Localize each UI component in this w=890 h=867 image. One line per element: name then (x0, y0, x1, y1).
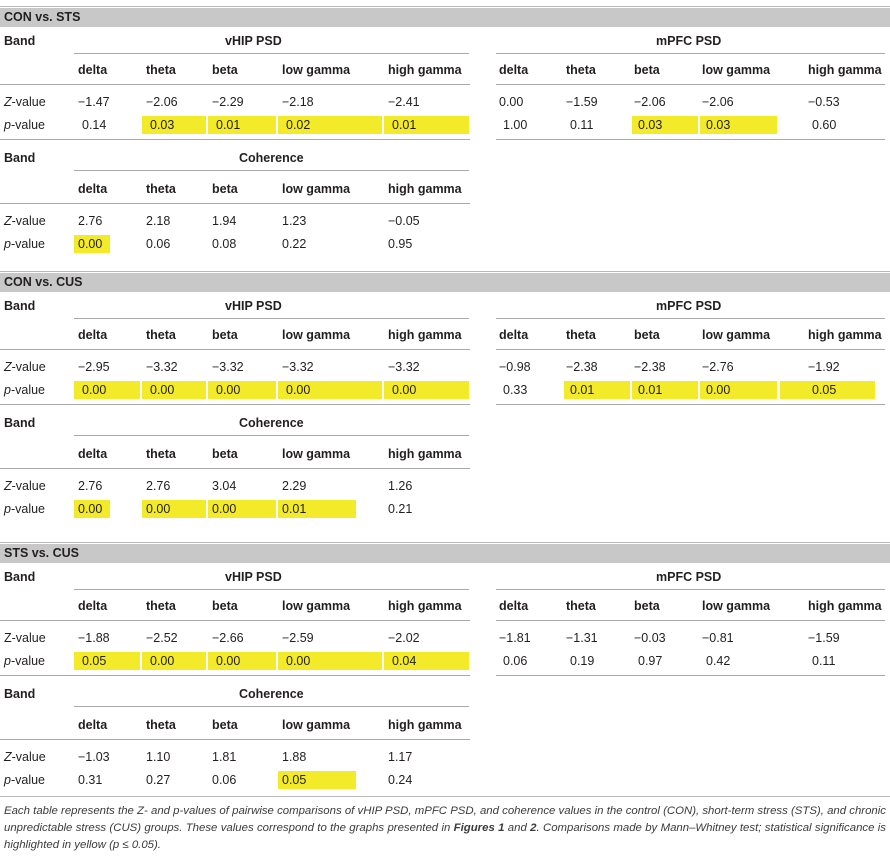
mpfc-band-header: beta (634, 63, 660, 77)
psd-subheader-rule (0, 620, 470, 621)
mpfc-band-header: beta (634, 328, 660, 342)
coherence-band-header: low gamma (282, 447, 351, 461)
coherence-header-rule (74, 435, 469, 436)
coherence-z-value: 1.94 (212, 214, 237, 228)
coherence-z-value: 1.10 (146, 750, 171, 764)
vhip-band-header: delta (78, 599, 108, 613)
mpfc-band-header: theta (566, 328, 596, 342)
mpfc-psd-title: mPFC PSD (656, 570, 722, 584)
coherence-subheader-rule (0, 468, 470, 469)
mpfc-header-rule (496, 53, 885, 54)
coherence-p-value: 0.95 (388, 237, 413, 251)
mpfc-band-header: low gamma (702, 599, 771, 613)
coherence-p-value: 0.00 (212, 502, 237, 516)
mpfc-band-header: beta (634, 599, 660, 613)
z-value-label: Z-value (4, 631, 46, 645)
p-value-label: p-value (4, 118, 45, 132)
coherence-p-value: 0.00 (78, 237, 103, 251)
mpfc-z-value: −2.38 (566, 360, 598, 374)
coherence-subheader-rule (0, 739, 470, 740)
p-value-label: p-value (4, 654, 45, 668)
vhip-p-value: 0.00 (216, 654, 241, 668)
mpfc-z-value: −2.06 (702, 95, 734, 109)
coherence-z-value: 1.81 (212, 750, 237, 764)
mpfc-p-value: 0.97 (638, 654, 663, 668)
caption-text: Each table represents the Z- and p-values of pairwise comparisons of vHIP PSD, mPFC PSD, and coherence values in the control (CON), short-term stress (STS), and chronic unpredictable stress (CUS) groups. These values correspond to the graphs presented in (4, 805, 886, 834)
coherence-p-value: 0.22 (282, 237, 307, 251)
figures-1-reference[interactable]: Figures 1 (453, 821, 505, 834)
mpfc-p-value: 0.11 (812, 654, 836, 668)
mpfc-band-header: low gamma (702, 63, 771, 77)
mpfc-p-value: 0.01 (638, 383, 663, 397)
vhip-p-value: 0.04 (392, 654, 417, 668)
section-title-s1: CON vs. CUS (0, 273, 890, 292)
mpfc-band-header: high gamma (808, 63, 882, 77)
mpfc-band-header: delta (499, 63, 529, 77)
mpfc-p-value: 0.42 (706, 654, 731, 668)
mpfc-z-value: −2.76 (702, 360, 734, 374)
vhip-p-value: 0.00 (286, 654, 311, 668)
mpfc-header-rule (496, 589, 885, 590)
z-value-label: Z-value (4, 750, 46, 764)
coherence-subheader-rule (0, 203, 470, 204)
z-value-label: Z-value (4, 360, 46, 374)
vhip-band-header: low gamma (282, 328, 351, 342)
vhip-z-value: −2.95 (78, 360, 110, 374)
vhip-header-rule (74, 318, 469, 319)
section-rule (0, 542, 890, 543)
vhip-z-value: −3.32 (146, 360, 178, 374)
mpfc-z-value: −0.53 (808, 95, 840, 109)
figure-2-reference[interactable]: 2 (530, 821, 537, 834)
coherence-band-header: low gamma (282, 182, 351, 196)
vhip-z-value: −2.29 (212, 95, 244, 109)
coherence-band-header: high gamma (388, 447, 462, 461)
vhip-band-header: beta (212, 599, 238, 613)
vhip-psd-title: vHIP PSD (225, 570, 282, 584)
coherence-p-value: 0.21 (388, 502, 413, 516)
mpfc-z-value: −0.98 (499, 360, 531, 374)
p-value-label: p-value (4, 383, 45, 397)
vhip-band-header: high gamma (388, 63, 462, 77)
mpfc-p-value: 0.03 (706, 118, 731, 132)
band-label: Band (4, 299, 36, 313)
vhip-band-header: low gamma (282, 599, 351, 613)
vhip-band-header: high gamma (388, 328, 462, 342)
coherence-band-header: beta (212, 447, 238, 461)
mpfc-band-header: delta (499, 599, 529, 613)
mpfc-z-value: −1.81 (499, 631, 531, 645)
vhip-p-value: 0.14 (82, 118, 107, 132)
vhip-z-value: −3.32 (388, 360, 420, 374)
z-value-label: Z-value (4, 214, 46, 228)
coherence-p-value: 0.05 (282, 773, 307, 787)
z-value-label: Z-value (4, 95, 46, 109)
coherence-band-header: theta (146, 182, 176, 196)
mpfc-p-value: 0.60 (812, 118, 837, 132)
vhip-psd-title: vHIP PSD (225, 34, 282, 48)
vhip-p-value: 0.00 (150, 383, 175, 397)
vhip-p-value: 0.00 (150, 654, 175, 668)
coherence-z-value: −1.03 (78, 750, 110, 764)
vhip-p-value: 0.00 (216, 383, 241, 397)
coherence-band-header: delta (78, 182, 108, 196)
coherence-z-value: 1.23 (282, 214, 307, 228)
mpfc-band-header: theta (566, 63, 596, 77)
coherence-z-value: 1.26 (388, 479, 413, 493)
vhip-z-value: −2.02 (388, 631, 420, 645)
vhip-p-value: 0.01 (216, 118, 241, 132)
vhip-header-rule (74, 589, 469, 590)
band-label: Band (4, 34, 36, 48)
mpfc-z-value: −1.59 (808, 631, 840, 645)
coherence-z-value: 3.04 (212, 479, 237, 493)
psd-subheader-rule (0, 349, 470, 350)
vhip-z-value: −2.66 (212, 631, 244, 645)
psd-bottom-rule (496, 675, 885, 676)
vhip-band-header: beta (212, 63, 238, 77)
coherence-band-header: high gamma (388, 182, 462, 196)
coherence-header-rule (74, 170, 469, 171)
mpfc-p-value: 0.05 (812, 383, 837, 397)
vhip-band-header: delta (78, 328, 108, 342)
psd-bottom-rule (496, 139, 885, 140)
coherence-z-value: 1.17 (388, 750, 413, 764)
vhip-p-value: 0.02 (286, 118, 311, 132)
coherence-z-value: 2.76 (78, 214, 103, 228)
psd-subheader-rule (496, 84, 885, 85)
section-title-s2: STS vs. CUS (0, 544, 890, 563)
vhip-band-header: delta (78, 63, 108, 77)
mpfc-psd-title: mPFC PSD (656, 299, 722, 313)
coherence-z-value: 2.18 (146, 214, 171, 228)
caption-text: and (504, 821, 531, 834)
vhip-z-value: −2.06 (146, 95, 178, 109)
section-title-s0: CON vs. STS (0, 8, 890, 27)
section-rule (0, 6, 890, 7)
mpfc-band-header: theta (566, 599, 596, 613)
mpfc-z-value: 0.00 (499, 95, 524, 109)
vhip-z-value: −3.32 (212, 360, 244, 374)
p-value-label: p-value (4, 773, 45, 787)
vhip-band-header: theta (146, 63, 176, 77)
coherence-p-value: 0.27 (146, 773, 171, 787)
psd-subheader-rule (0, 84, 470, 85)
band-label: Band (4, 416, 36, 430)
mpfc-z-value: −1.59 (566, 95, 598, 109)
mpfc-p-value: 0.19 (570, 654, 595, 668)
psd-subheader-rule (496, 620, 885, 621)
vhip-psd-title: vHIP PSD (225, 299, 282, 313)
band-label: Band (4, 687, 36, 701)
mpfc-p-value: 0.03 (638, 118, 663, 132)
coherence-p-value: 0.31 (78, 773, 103, 787)
table-bottom-rule (0, 796, 890, 797)
mpfc-z-value: −2.06 (634, 95, 666, 109)
coherence-p-value: 0.00 (78, 502, 103, 516)
mpfc-psd-title: mPFC PSD (656, 34, 722, 48)
caption-text: . Comparisons made by Mann–Whitney test; statistical significance is highlighted in yellow (p ≤ 0.05). (4, 821, 886, 851)
mpfc-z-value: −1.31 (566, 631, 598, 645)
p-value-label: p-value (4, 502, 45, 516)
vhip-z-value: −1.88 (78, 631, 110, 645)
coherence-z-value: 1.88 (282, 750, 307, 764)
coherence-band-header: beta (212, 182, 238, 196)
vhip-p-value: 0.05 (82, 654, 107, 668)
coherence-band-header: high gamma (388, 718, 462, 732)
band-label: Band (4, 151, 36, 165)
coherence-p-value: 0.01 (282, 502, 307, 516)
p-value-label: p-value (4, 237, 45, 251)
vhip-z-value: −3.32 (282, 360, 314, 374)
coherence-z-value: 2.29 (282, 479, 307, 493)
section-rule (0, 271, 890, 272)
coherence-band-header: delta (78, 718, 108, 732)
vhip-z-value: −1.47 (78, 95, 110, 109)
vhip-p-value: 0.01 (392, 118, 417, 132)
mpfc-z-value: −1.92 (808, 360, 840, 374)
mpfc-band-header: low gamma (702, 328, 771, 342)
coherence-p-value: 0.08 (212, 237, 237, 251)
vhip-z-value: −2.52 (146, 631, 178, 645)
mpfc-z-value: −2.38 (634, 360, 666, 374)
mpfc-p-value: 0.06 (503, 654, 528, 668)
mpfc-p-value: 0.11 (570, 118, 594, 132)
coherence-title: Coherence (239, 687, 304, 701)
vhip-p-value: 0.00 (286, 383, 311, 397)
coherence-p-value: 0.06 (212, 773, 237, 787)
psd-bottom-rule (496, 404, 885, 405)
psd-subheader-rule (496, 349, 885, 350)
coherence-band-header: beta (212, 718, 238, 732)
coherence-z-value: 2.76 (146, 479, 171, 493)
psd-bottom-rule (0, 675, 470, 676)
band-label: Band (4, 570, 36, 584)
table-caption (0, 803, 886, 853)
vhip-z-value: −2.59 (282, 631, 314, 645)
vhip-z-value: −2.41 (388, 95, 420, 109)
mpfc-band-header: high gamma (808, 328, 882, 342)
mpfc-p-value: 0.01 (570, 383, 595, 397)
coherence-title: Coherence (239, 416, 304, 430)
mpfc-z-value: −0.81 (702, 631, 734, 645)
coherence-band-header: delta (78, 447, 108, 461)
coherence-band-header: theta (146, 718, 176, 732)
coherence-p-value: 0.24 (388, 773, 413, 787)
coherence-title: Coherence (239, 151, 304, 165)
vhip-band-header: theta (146, 599, 176, 613)
coherence-p-value: 0.06 (146, 237, 171, 251)
coherence-z-value: 2.76 (78, 479, 103, 493)
coherence-header-rule (74, 706, 469, 707)
vhip-p-value: 0.03 (150, 118, 175, 132)
vhip-p-value: 0.00 (82, 383, 107, 397)
coherence-p-value: 0.00 (146, 502, 171, 516)
z-value-label: Z-value (4, 479, 46, 493)
coherence-band-header: low gamma (282, 718, 351, 732)
vhip-header-rule (74, 53, 469, 54)
psd-bottom-rule (0, 139, 470, 140)
vhip-band-header: high gamma (388, 599, 462, 613)
coherence-band-header: theta (146, 447, 176, 461)
vhip-p-value: 0.00 (392, 383, 417, 397)
vhip-z-value: −2.18 (282, 95, 314, 109)
mpfc-p-value: 0.33 (503, 383, 528, 397)
psd-bottom-rule (0, 404, 470, 405)
mpfc-p-value: 1.00 (503, 118, 528, 132)
mpfc-band-header: delta (499, 328, 529, 342)
vhip-band-header: low gamma (282, 63, 351, 77)
mpfc-p-value: 0.00 (706, 383, 731, 397)
vhip-band-header: beta (212, 328, 238, 342)
mpfc-z-value: −0.03 (634, 631, 666, 645)
mpfc-band-header: high gamma (808, 599, 882, 613)
mpfc-header-rule (496, 318, 885, 319)
coherence-z-value: −0.05 (388, 214, 420, 228)
vhip-band-header: theta (146, 328, 176, 342)
